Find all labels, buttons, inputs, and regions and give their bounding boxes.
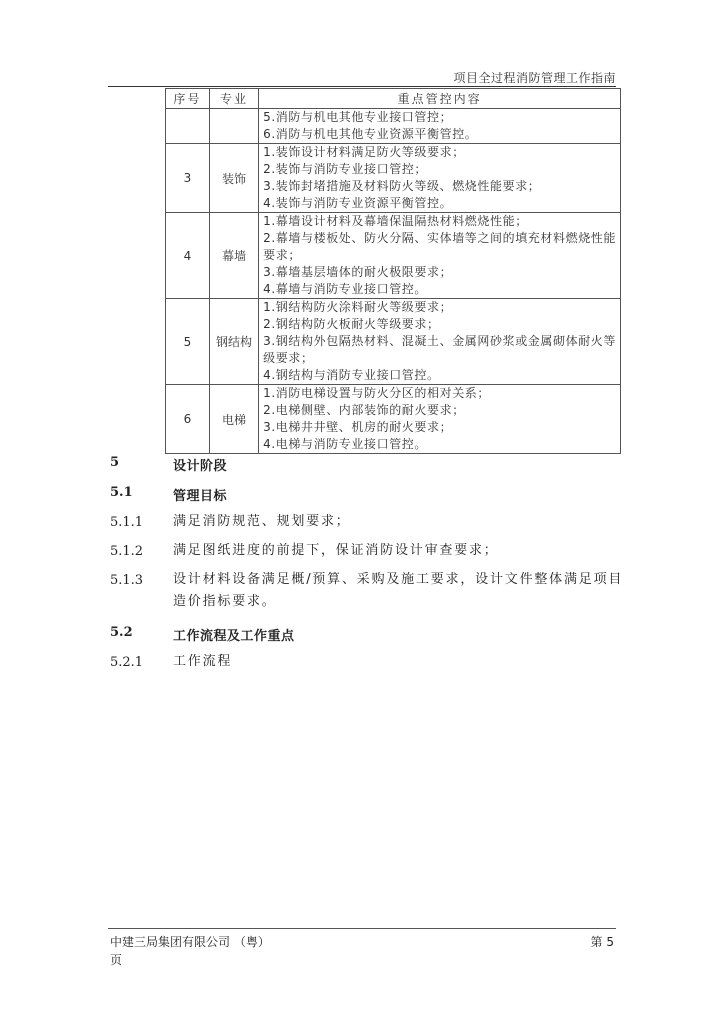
clause-text — [173, 569, 624, 613]
row-content — [259, 299, 621, 385]
content-line: 要求； — [263, 248, 301, 262]
content-line: 4.钢结构与消防专业接口管控。 — [263, 368, 440, 382]
section-title: 管理目标 — [173, 489, 228, 504]
footer-company — [110, 933, 270, 969]
row-number: 4 — [166, 213, 210, 299]
control-content-table — [165, 88, 621, 454]
content-line: 1.幕墙设计材料及幕墙保温隔热材料燃烧性能； — [263, 214, 528, 228]
content-line: 4.电梯与消防专业接口管控。 — [263, 437, 427, 451]
row-number: 3 — [166, 144, 210, 213]
clause-number: 5.2.1 — [110, 655, 144, 670]
table-row — [166, 109, 621, 144]
clause-text: 满足消防规范、规划要求； — [173, 514, 351, 529]
clause-text-line: 设计材料设备满足概/预算、采购及施工要求，设计文件整体满足项目 — [173, 572, 624, 587]
content-line: 4.装饰与消防专业资源平衡管控。 — [263, 196, 453, 210]
content-line: 5.消防与机电其他专业接口管控； — [263, 110, 453, 124]
row-major: 幕墙 — [209, 213, 258, 299]
table-row — [166, 385, 621, 454]
header-rule — [108, 86, 616, 87]
row-content — [259, 213, 621, 299]
content-line: 6.消防与机电其他专业资源平衡管控。 — [263, 127, 478, 141]
clause-number: 5.1.3 — [110, 573, 144, 588]
section-number: 5.2 — [110, 625, 133, 640]
column-header-content: 重点管控内容 — [259, 89, 621, 109]
section-number: 5 — [110, 455, 120, 470]
row-major — [209, 109, 258, 144]
section-title: 设计阶段 — [173, 459, 228, 474]
content-line: 1.装饰设计材料满足防火等级要求； — [263, 145, 465, 159]
table-row — [166, 213, 621, 299]
column-header-number: 序号 — [166, 89, 210, 109]
row-number: 5 — [166, 299, 210, 385]
content-line: 1.消防电梯设置与防火分区的相对关系； — [263, 386, 490, 400]
row-number: 6 — [166, 385, 210, 454]
content-line: 3.幕墙基层墙体的耐火极限要求； — [263, 265, 453, 279]
section-title: 工作流程及工作重点 — [173, 629, 295, 644]
footer-page-suffix: 页 — [110, 953, 123, 967]
row-major: 电梯 — [209, 385, 258, 454]
row-content — [259, 144, 621, 213]
content-line: 1.钢结构防火涂料耐火等级要求； — [263, 300, 453, 314]
column-header-major: 专业 — [209, 89, 258, 109]
content-line: 4.幕墙与消防专业接口管控。 — [263, 282, 427, 296]
table-row — [166, 299, 621, 385]
footer-page-number: 第 5 — [590, 935, 614, 949]
footer-company-name: 中建三局集团有限公司 （粤） — [110, 935, 270, 949]
clause-text: 工作流程 — [173, 654, 233, 669]
content-line: 3.装饰封堵措施及材料防火等级、燃烧性能要求； — [263, 179, 541, 193]
table-header-row — [166, 89, 621, 109]
row-major: 钢结构 — [209, 299, 258, 385]
row-number — [166, 109, 210, 144]
row-major: 装饰 — [209, 144, 258, 213]
content-line: 级要求； — [263, 351, 314, 365]
footer-rule — [108, 928, 616, 929]
running-header-title: 项目全过程消防管理工作指南 — [453, 71, 616, 85]
row-content — [259, 385, 621, 454]
content-line: 3.钢结构外包隔热材料、混凝土、金属网砂浆或金属砌体耐火等 — [263, 334, 616, 348]
content-line: 2.幕墙与楼板处、防火分隔、实体墙等之间的填充材料燃烧性能 — [263, 231, 616, 245]
content-line: 2.电梯侧壁、内部装饰的耐火要求； — [263, 403, 465, 417]
clause-text-line: 造价指标要求。 — [173, 594, 277, 609]
clause-number: 5.1.1 — [110, 515, 144, 530]
content-line: 3.电梯井井壁、机房的耐火要求； — [263, 420, 453, 434]
section-number: 5.1 — [110, 485, 133, 500]
clause-number: 5.1.2 — [110, 544, 144, 559]
clause-text: 满足图纸进度的前提下，保证消防设计审查要求； — [173, 543, 499, 558]
table-row — [166, 144, 621, 213]
content-line: 2.钢结构防火板耐火等级要求； — [263, 317, 440, 331]
content-line: 2.装饰与消防专业接口管控； — [263, 162, 427, 176]
row-content — [259, 109, 621, 144]
